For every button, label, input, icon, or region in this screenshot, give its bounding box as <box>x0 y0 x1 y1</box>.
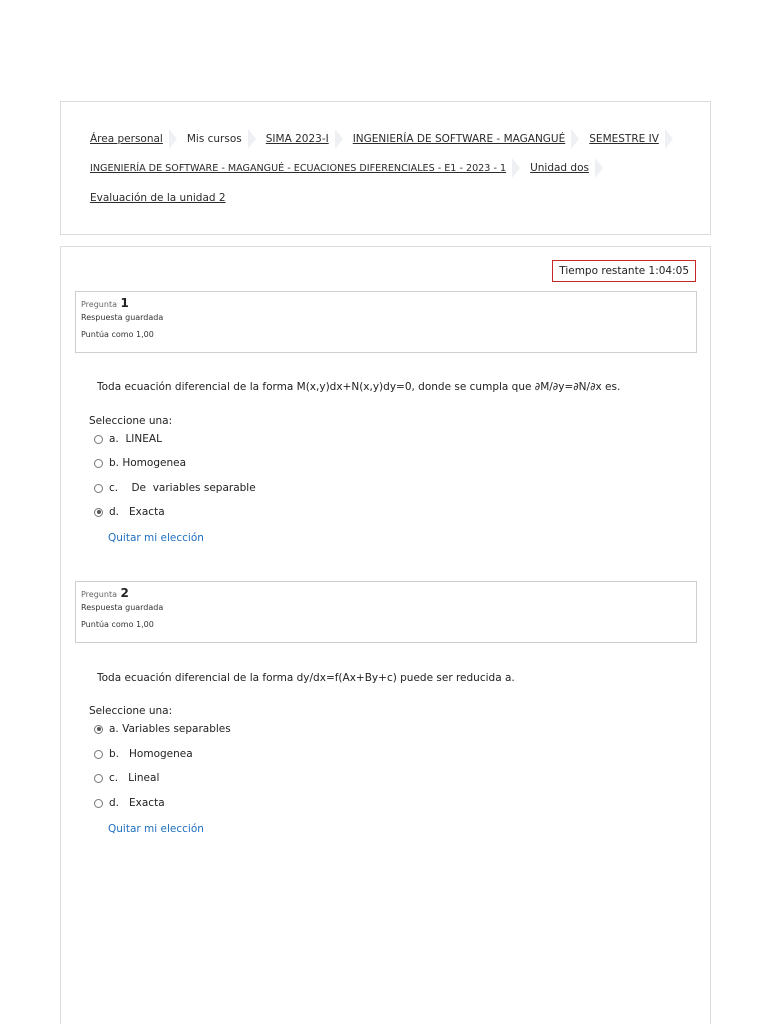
option-letter: a. <box>109 723 119 735</box>
chevron-right-icon <box>335 129 345 149</box>
question-grade: Puntúa como 1,00 <box>81 330 154 339</box>
breadcrumb-course[interactable]: INGENIERÍA DE SOFTWARE - MAGANGUÉ - ECUACIONES DIFERENCIALES - E1 - 2023 - 1 <box>90 162 507 174</box>
question-1-prompt: Seleccione una: <box>89 415 173 427</box>
breadcrumb-ingenieria[interactable]: INGENIERÍA DE SOFTWARE - MAGANGUÉ <box>352 133 566 145</box>
option-letter: c. <box>109 482 119 494</box>
option-text: De variables separable <box>118 482 256 494</box>
radio-button[interactable] <box>94 435 103 444</box>
breadcrumb <box>60 101 711 235</box>
option-text: Exacta <box>119 506 165 518</box>
chevron-right-icon <box>248 129 258 149</box>
question-prefix: Pregunta <box>81 590 117 599</box>
chevron-right-icon <box>169 129 179 149</box>
question-1-text: Toda ecuación diferencial de la forma M(x,y)dx+N(x,y)dy=0, donde se cumpla que ∂M/∂y=∂N/∂x es. <box>97 381 621 393</box>
chevron-right-icon <box>571 129 581 149</box>
option-letter: c. <box>109 772 119 784</box>
question-grade: Puntúa como 1,00 <box>81 620 154 629</box>
chevron-right-icon <box>512 158 522 178</box>
breadcrumb-unidad-dos[interactable]: Unidad dos <box>530 162 589 174</box>
option-letter: a. <box>109 433 119 445</box>
question-state: Respuesta guardada <box>81 603 164 612</box>
question-2-text: Toda ecuación diferencial de la forma dy/dx=f(Ax+By+c) puede ser reducida a. <box>97 672 515 684</box>
breadcrumb-mis-cursos: Mis cursos <box>186 133 242 145</box>
quiz-content <box>60 246 711 1024</box>
question-number: 1 <box>120 296 129 310</box>
question-2-option-a[interactable] <box>94 723 231 735</box>
option-text: Exacta <box>119 797 165 809</box>
radio-button-selected[interactable] <box>94 508 103 517</box>
question-1-option-d[interactable] <box>94 506 165 518</box>
question-1-info <box>75 291 697 353</box>
question-1-option-c[interactable] <box>94 482 256 494</box>
option-text: Lineal <box>118 772 160 784</box>
radio-button-selected[interactable] <box>94 725 103 734</box>
option-text: Homogenea <box>119 457 186 469</box>
option-letter: b. <box>109 457 120 469</box>
clear-choice-link[interactable]: Quitar mi elección <box>108 532 204 544</box>
breadcrumb-evaluacion[interactable]: Evaluación de la unidad 2 <box>90 192 226 204</box>
breadcrumb-row-3 <box>90 188 226 208</box>
radio-button[interactable] <box>94 799 103 808</box>
question-2-info <box>75 581 697 643</box>
option-letter: b. <box>109 748 120 760</box>
radio-button[interactable] <box>94 459 103 468</box>
question-2-option-d[interactable] <box>94 797 165 809</box>
breadcrumb-semestre[interactable]: SEMESTRE IV <box>589 133 659 145</box>
question-1-option-b[interactable] <box>94 457 186 469</box>
option-letter: d. <box>109 506 120 518</box>
breadcrumb-row-2 <box>90 158 613 178</box>
radio-button[interactable] <box>94 484 103 493</box>
time-remaining-label: Tiempo restante <box>559 265 646 277</box>
option-letter: d. <box>109 797 120 809</box>
question-2-prompt: Seleccione una: <box>89 705 173 717</box>
radio-button[interactable] <box>94 774 103 783</box>
question-2-option-b[interactable] <box>94 748 193 760</box>
time-remaining <box>552 260 696 282</box>
question-state: Respuesta guardada <box>81 313 164 322</box>
question-number: 2 <box>120 586 129 600</box>
time-remaining-value: 1:04:05 <box>648 265 689 277</box>
radio-button[interactable] <box>94 750 103 759</box>
question-2-option-c[interactable] <box>94 772 159 784</box>
option-text: Variables separables <box>118 723 231 735</box>
option-text: Homogenea <box>119 748 193 760</box>
chevron-right-icon <box>595 158 605 178</box>
question-prefix: Pregunta <box>81 300 117 309</box>
option-text: LINEAL <box>118 433 162 445</box>
breadcrumb-sima[interactable]: SIMA 2023-I <box>265 133 329 145</box>
question-1-option-a[interactable] <box>94 433 162 445</box>
breadcrumb-row-1 <box>90 129 683 149</box>
breadcrumb-area-personal[interactable]: Área personal <box>90 133 163 145</box>
clear-choice-link[interactable]: Quitar mi elección <box>108 823 204 835</box>
chevron-right-icon <box>665 129 675 149</box>
